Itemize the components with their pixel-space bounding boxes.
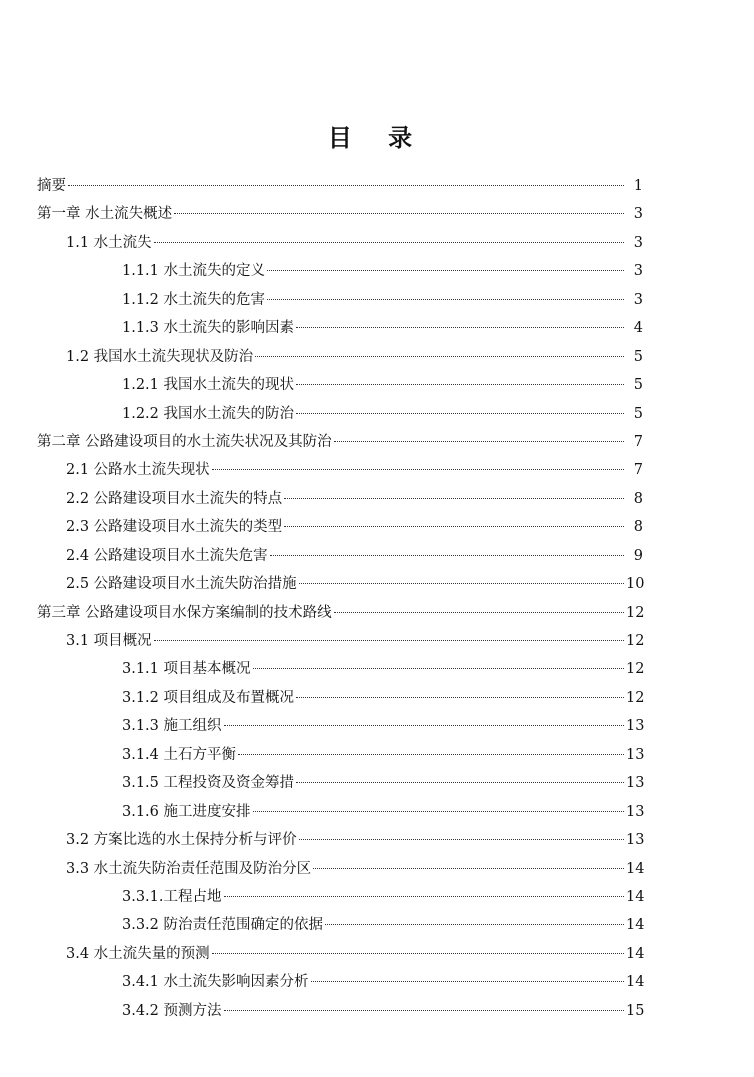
dot-leader — [284, 526, 624, 527]
toc-entry[interactable] — [66, 456, 754, 484]
toc-entry-page-number: 9 — [633, 547, 643, 564]
toc-entry-page-number: 12 — [626, 689, 645, 706]
toc-entry[interactable] — [66, 855, 754, 883]
dot-leader — [325, 924, 624, 925]
toc-entry-page-number: 12 — [626, 633, 645, 649]
toc-entry-page-number: 3 — [633, 234, 643, 251]
toc-entry-page-number: 13 — [626, 832, 645, 849]
toc-entry[interactable] — [122, 883, 754, 911]
toc-entry[interactable] — [122, 741, 754, 769]
toc-entry-page-number: 7 — [633, 462, 643, 479]
toc-entry-label: 3.1.6 施工进度安排 — [122, 803, 251, 820]
toc-entry-page-number: 7 — [633, 433, 643, 450]
toc-entry[interactable] — [66, 513, 754, 541]
toc-entry-label: 2.5 公路建设项目水土流失防治措施 — [66, 576, 297, 593]
dot-leader — [296, 697, 624, 698]
toc-entry-label: 3.2 方案比选的水土保持分析与评价 — [66, 832, 297, 849]
toc-entry[interactable] — [66, 627, 754, 655]
dot-leader — [154, 242, 624, 243]
dot-leader — [284, 498, 624, 499]
toc-entry[interactable] — [37, 599, 754, 627]
toc-entry-page-number: 14 — [626, 888, 645, 905]
toc-entry-page-number: 13 — [626, 718, 645, 735]
toc-entry-label: 2.2 公路建设项目水土流失的特点 — [66, 490, 283, 507]
toc-entry[interactable] — [122, 997, 754, 1025]
dot-leader — [267, 270, 624, 271]
toc-entry-label: 第二章 公路建设项目的水土流失状况及其防治 — [37, 433, 332, 450]
toc-entry-label: 1.1.3 水土流失的影响因素 — [122, 320, 295, 337]
toc-entry[interactable] — [66, 343, 754, 371]
dot-leader — [68, 185, 624, 186]
toc-entry-label: 3.1.3 施工组织 — [122, 718, 222, 735]
toc-entry-label: 3.4 水土流失量的预测 — [66, 945, 210, 962]
toc-entry-label: 3.1 项目概况 — [66, 633, 152, 649]
toc-entry-page-number: 10 — [626, 576, 645, 593]
toc-entry-label: 2.1 公路水土流失现状 — [66, 462, 210, 479]
dot-leader — [296, 327, 624, 328]
toc-entry-label: 1.2.1 我国水土流失的现状 — [122, 377, 295, 394]
dot-leader — [253, 668, 624, 669]
dot-leader — [334, 612, 624, 613]
dot-leader — [299, 839, 624, 840]
toc-entry[interactable] — [37, 172, 754, 200]
toc-entry-page-number: 8 — [633, 490, 643, 507]
dot-leader — [311, 981, 624, 982]
dot-leader — [253, 811, 624, 812]
toc-entry[interactable] — [122, 769, 754, 797]
dot-leader — [296, 384, 624, 385]
toc-entry[interactable] — [66, 826, 754, 854]
dot-leader — [224, 896, 624, 897]
dot-leader — [296, 782, 624, 783]
toc-entry[interactable] — [122, 712, 754, 740]
dot-leader — [224, 725, 624, 726]
dot-leader — [299, 583, 624, 584]
toc-entry-page-number: 4 — [633, 320, 643, 337]
toc-entry[interactable] — [66, 485, 754, 513]
toc-entry-label: 1.1.1 水土流失的定义 — [122, 263, 266, 280]
toc-entry-label: 第三章 公路建设项目水保方案编制的技术路线 — [37, 604, 332, 621]
dot-leader — [270, 555, 624, 556]
dot-leader — [255, 356, 624, 357]
toc-entry-page-number: 5 — [633, 348, 643, 365]
toc-entry[interactable] — [66, 229, 754, 257]
toc-entry-label: 3.1.2 项目组成及布置概况 — [122, 689, 295, 706]
dot-leader — [212, 953, 624, 954]
toc-entry-label: 1.1.2 水土流失的危害 — [122, 291, 266, 308]
dot-leader — [224, 1010, 624, 1011]
toc-entry-label: 摘要 — [37, 178, 66, 194]
dot-leader — [238, 754, 624, 755]
toc-entry[interactable] — [122, 314, 754, 342]
dot-leader — [212, 469, 624, 470]
toc-entry-page-number: 8 — [633, 519, 643, 536]
toc-entry-page-number: 5 — [633, 405, 643, 422]
dot-leader — [267, 299, 624, 300]
toc-entry[interactable] — [122, 798, 754, 826]
toc-entry-label: 3.1.1 项目基本概况 — [122, 661, 251, 678]
toc-entry[interactable] — [122, 968, 754, 996]
toc-entry[interactable] — [122, 684, 754, 712]
toc-entry-label: 1.2.2 我国水土流失的防治 — [122, 405, 295, 422]
toc-entry-label: 3.4.1 水土流失影响因素分析 — [122, 974, 309, 991]
toc-entry-page-number: 13 — [626, 803, 645, 820]
toc-entry-label: 3.1.5 工程投资及资金筹措 — [122, 775, 295, 792]
toc-entry-page-number: 15 — [626, 1002, 645, 1019]
toc-entry-page-number: 12 — [626, 661, 645, 678]
toc-entry[interactable] — [122, 371, 754, 399]
toc-entry-page-number: 13 — [626, 775, 645, 792]
toc-entry-label: 3.1.4 土石方平衡 — [122, 746, 237, 763]
toc-entry-label: 3.3.2 防治责任范围确定的依据 — [122, 917, 324, 934]
toc-entry-label: 3.4.2 预测方法 — [122, 1002, 222, 1019]
toc-entry[interactable] — [122, 655, 754, 683]
toc-entry-label: 2.4 公路建设项目水土流失危害 — [66, 547, 268, 564]
toc-entry[interactable] — [66, 570, 754, 598]
dot-leader — [313, 868, 624, 869]
toc-entry-page-number: 3 — [633, 263, 643, 280]
toc-entry[interactable] — [37, 428, 754, 456]
toc-entry-page-number: 14 — [626, 945, 645, 962]
page-title: 目 录 — [327, 123, 427, 152]
toc-entry[interactable] — [122, 911, 754, 939]
toc-entry-page-number: 14 — [626, 860, 645, 877]
toc-entry-page-number: 14 — [626, 974, 645, 991]
toc-entry-label: 2.3 公路建设项目水土流失的类型 — [66, 519, 283, 536]
toc-entry[interactable] — [122, 286, 754, 314]
toc-entry[interactable] — [37, 200, 754, 228]
dot-leader — [334, 441, 624, 442]
toc-entry[interactable] — [66, 542, 754, 570]
dot-leader — [154, 640, 624, 641]
toc-entry-label: 3.3 水土流失防治责任范围及防治分区 — [66, 860, 312, 877]
toc-entry-label: 第一章 水土流失概述 — [37, 206, 173, 223]
toc-entry[interactable] — [122, 257, 754, 285]
toc-entry-page-number: 3 — [633, 291, 643, 308]
toc-entry-page-number: 3 — [633, 206, 643, 223]
toc-entry[interactable] — [122, 400, 754, 428]
toc-entry-page-number: 12 — [626, 604, 645, 621]
toc-entry[interactable] — [66, 940, 754, 968]
dot-leader — [296, 413, 624, 414]
table-of-contents — [0, 172, 754, 1025]
dot-leader — [174, 213, 624, 214]
toc-entry-label: 1.2 我国水土流失现状及防治 — [66, 348, 254, 365]
toc-entry-page-number: 13 — [626, 746, 645, 763]
toc-entry-page-number: 5 — [633, 377, 643, 394]
toc-entry-label: 1.1 水土流失 — [66, 234, 152, 251]
toc-entry-page-number: 14 — [626, 917, 645, 934]
toc-entry-label: 3.3.1.工程占地 — [122, 888, 222, 905]
toc-entry-page-number: 1 — [633, 178, 643, 194]
